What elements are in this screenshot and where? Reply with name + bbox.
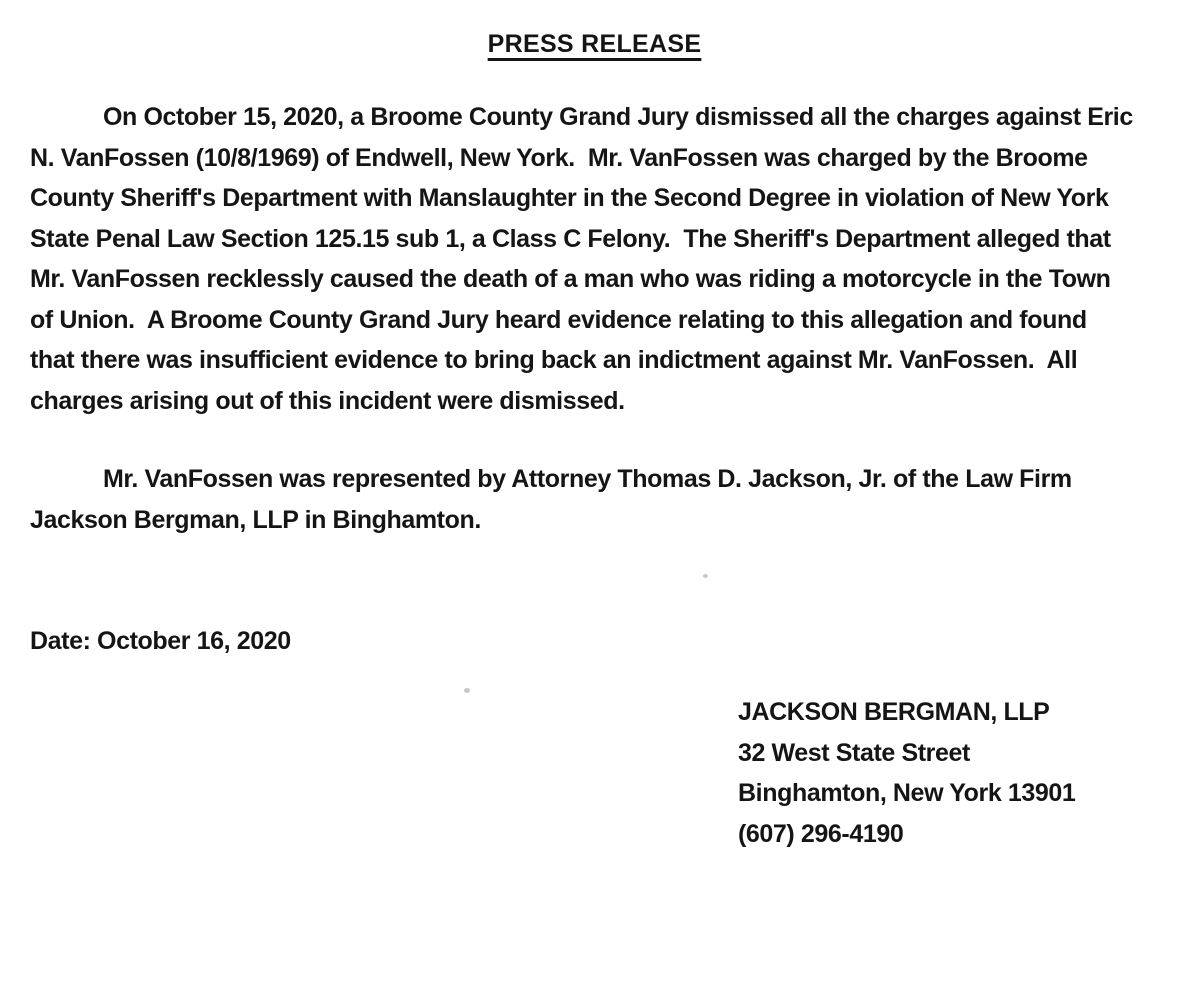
date-line: Date: October 16, 2020 — [30, 627, 291, 655]
signature-block — [738, 692, 1075, 854]
document-title — [0, 30, 1189, 59]
signature-phone-number: (607) 296-4190 — [738, 819, 904, 848]
signature-city-state-zip: Binghamton, New York 13901 — [738, 779, 1076, 807]
document-title-text: PRESS RELEASE — [487, 30, 702, 58]
paragraph-1-line-4: State Penal Law Section 125.15 sub 1, a Class C Felony. The Sheriff's Department alleged that — [30, 224, 1111, 253]
paragraph-1-line-2: N. VanFossen (10/8/1969) of Endwell, New York. Mr. VanFossen was charged by the Broome — [30, 143, 1088, 172]
paragraph-1-line-7: that there was insufficient evidence to bring back an indictment against Mr. VanFossen. All — [30, 346, 1078, 374]
paragraph-1-line-1: On October 15, 2020, a Broome County Grand Jury dismissed all the charges against Eric — [103, 103, 1133, 131]
date-block — [30, 621, 291, 662]
scan-artifact-dot — [464, 688, 470, 693]
signature-firm-name: JACKSON BERGMAN, LLP — [738, 698, 1050, 726]
paragraph-1 — [30, 97, 1133, 421]
paragraph-2 — [30, 459, 1072, 540]
paragraph-1-line-8: charges arising out of this incident were dismissed. — [30, 386, 625, 415]
signature-street-address: 32 West State Street — [738, 738, 970, 767]
paragraph-1-line-6: of Union. A Broome County Grand Jury heard evidence relating to this allegation and found — [30, 305, 1087, 334]
paragraph-1-line-5: Mr. VanFossen recklessly caused the death of a man who was riding a motorcycle in the Town — [30, 265, 1111, 293]
paragraph-2-line-2: Jackson Bergman, LLP in Binghamton. — [30, 505, 481, 534]
paragraph-2-line-1: Mr. VanFossen was represented by Attorney Thomas D. Jackson, Jr. of the Law Firm — [103, 465, 1072, 493]
scan-artifact-dot — [703, 574, 708, 578]
paragraph-1-line-3: County Sheriff's Department with Manslaughter in the Second Degree in violation of New York — [30, 184, 1109, 212]
